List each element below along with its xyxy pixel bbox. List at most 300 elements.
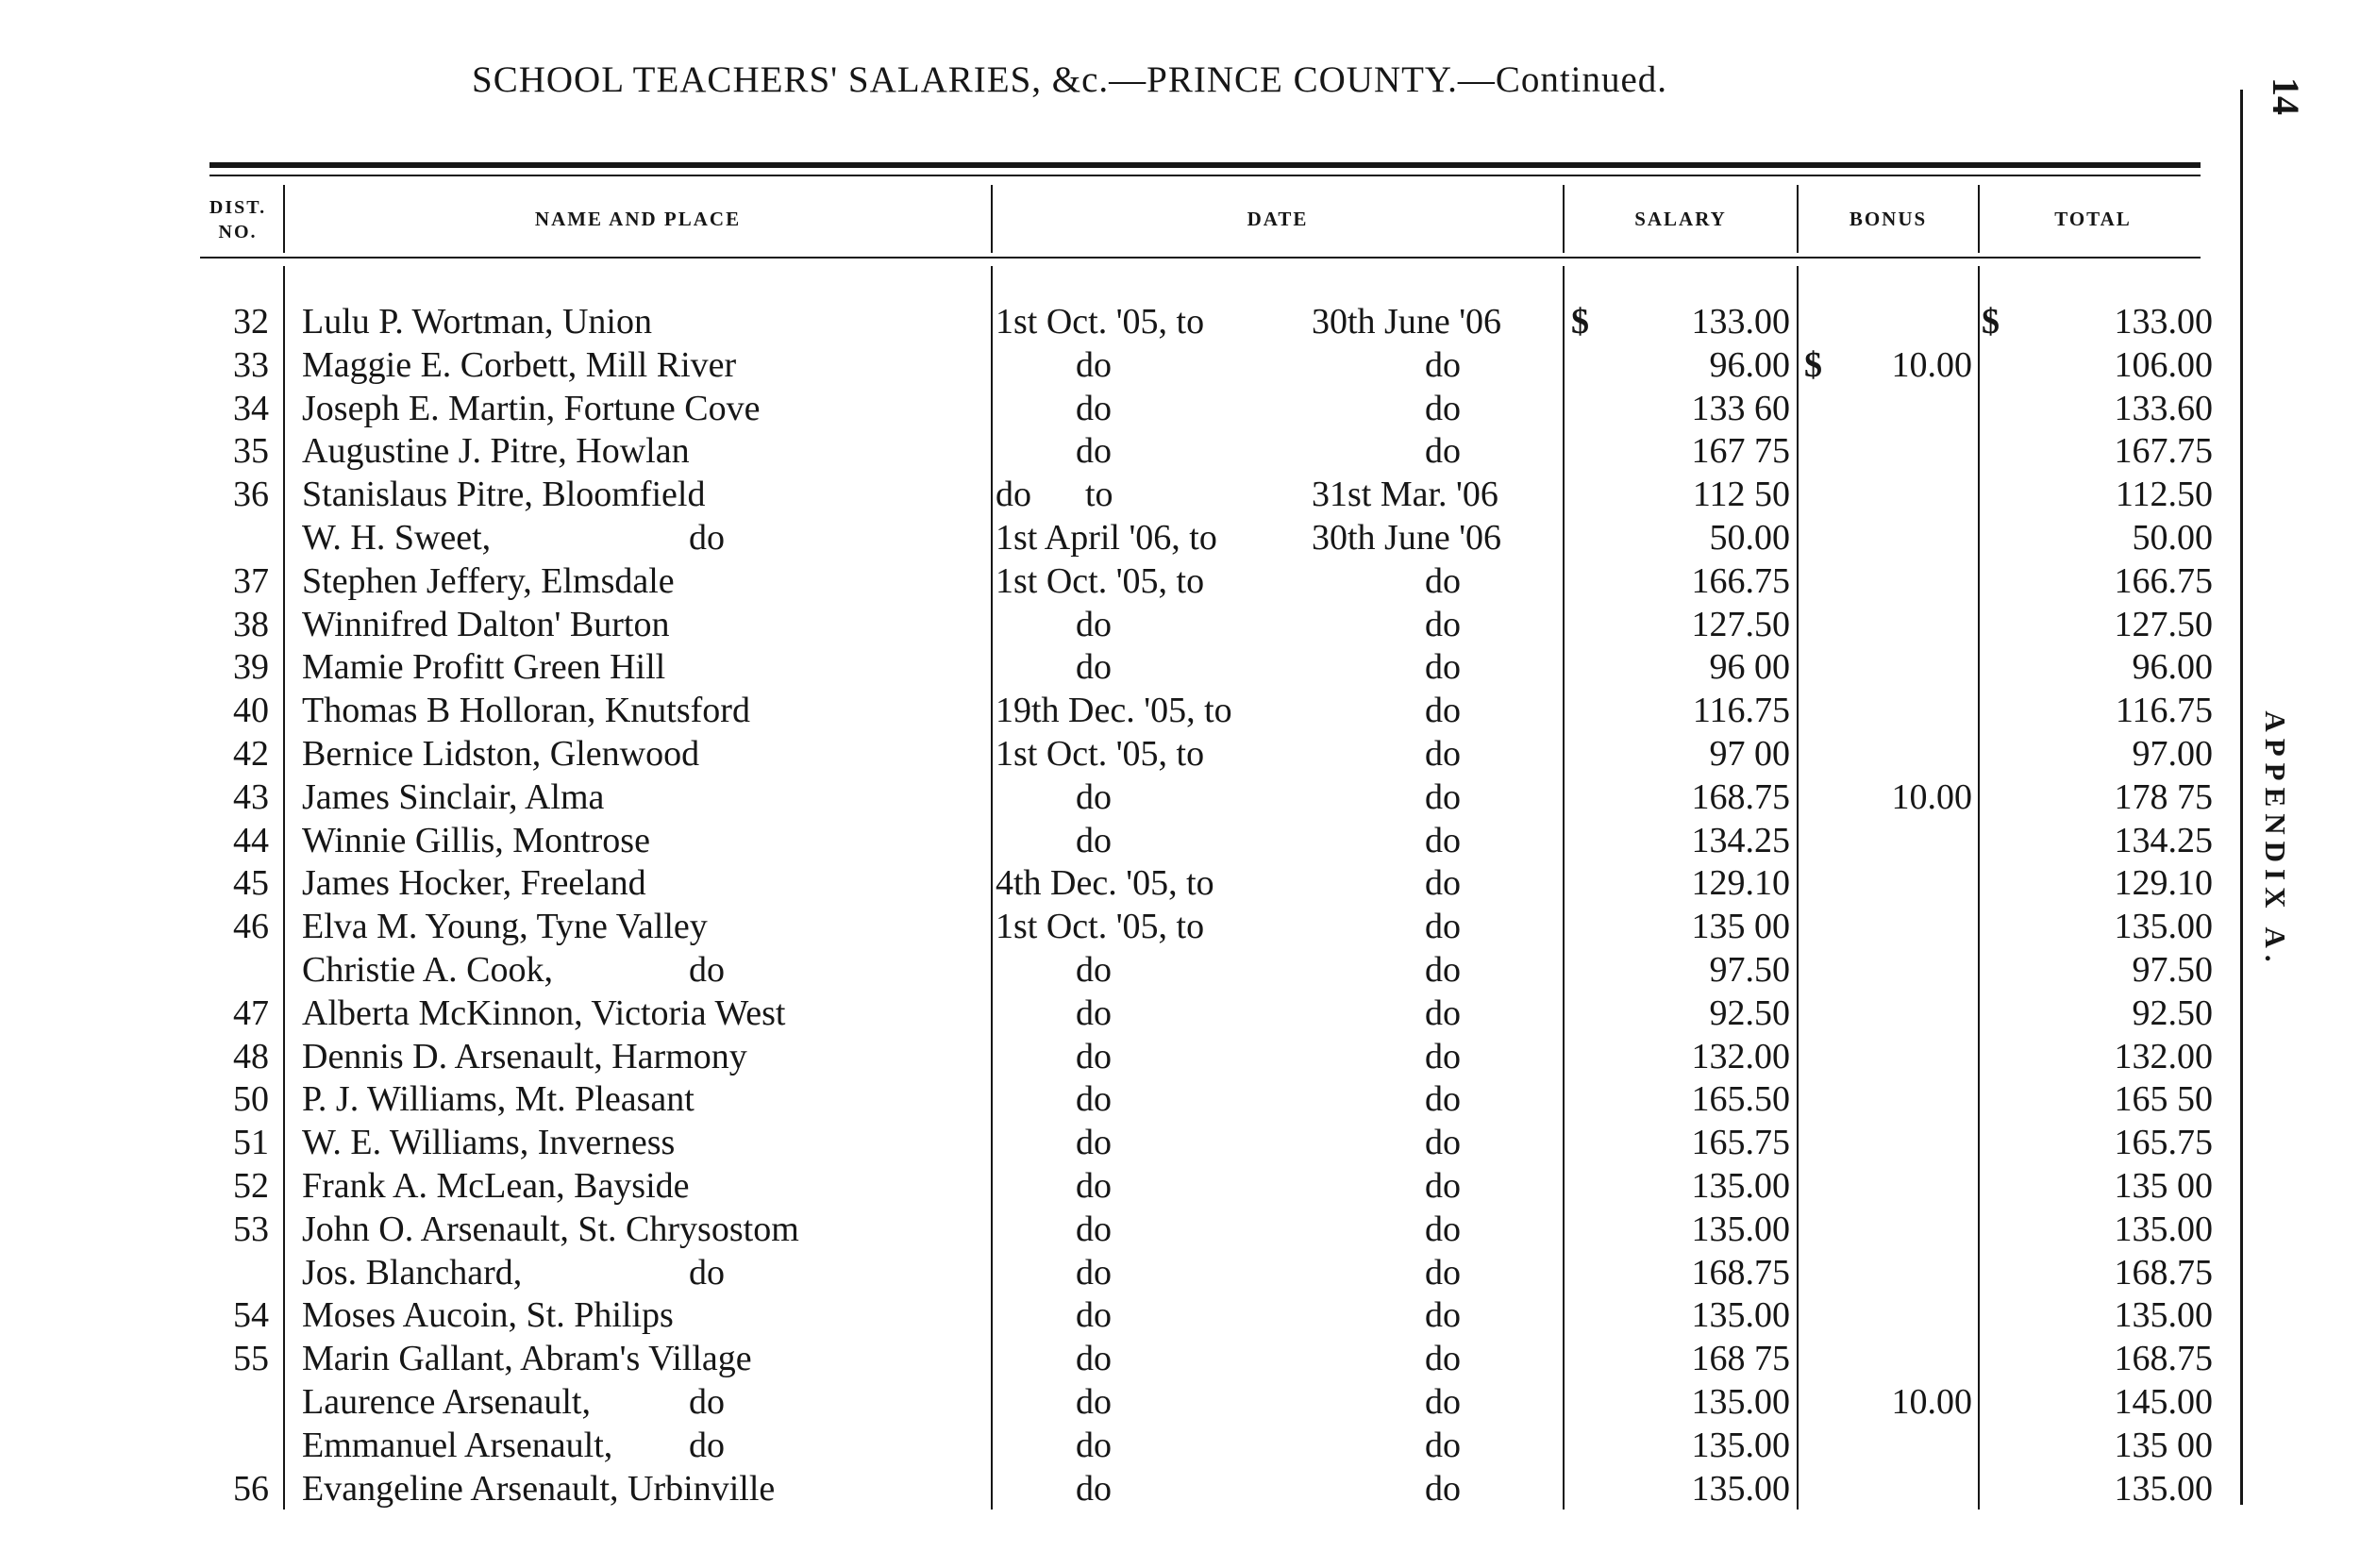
- salary-value: 135.00: [1691, 1209, 1790, 1249]
- total-value: 178 75: [2114, 776, 2213, 817]
- district-number: 52: [233, 1166, 269, 1206]
- teacher-name: Thomas B Holloran, Knutsford: [302, 691, 750, 731]
- table-row: [0, 1424, 2246, 1467]
- column-header-dist: [200, 195, 276, 244]
- top-rule-thick: [209, 162, 2201, 168]
- salary: [1571, 516, 1790, 559]
- salary-value: 50.00: [1709, 518, 1790, 558]
- total: [1982, 300, 2213, 343]
- date-from: do: [1076, 1252, 1112, 1293]
- place-ditto: do: [689, 1425, 725, 1465]
- header-divider: [283, 185, 285, 253]
- salary: [1571, 861, 1790, 905]
- teacher-name: Marin Gallant, Abram's Village: [302, 1339, 752, 1379]
- district-number: 42: [233, 734, 269, 774]
- teacher-name: Augustine J. Pitre, Howlan: [302, 431, 690, 472]
- salary-value: 112 50: [1692, 475, 1790, 515]
- column-header-dist-line2: NO.: [218, 222, 258, 242]
- date-from: do: [1076, 820, 1112, 860]
- total-value: 135.00: [2114, 1295, 2213, 1336]
- total-value: 135 00: [2114, 1425, 2213, 1465]
- total: [1982, 992, 2213, 1035]
- salary: [1571, 1293, 1790, 1337]
- salary: [1571, 300, 1790, 343]
- total-value: 116.75: [2115, 691, 2213, 731]
- total: [1982, 429, 2213, 473]
- teacher-name: Laurence Arsenault,: [302, 1382, 591, 1422]
- total-value: 97.50: [2132, 950, 2213, 990]
- total-value: 132.00: [2114, 1036, 2213, 1076]
- teacher-name-place: [302, 861, 981, 905]
- salary: [1571, 732, 1790, 776]
- dollar-sign: $: [1982, 302, 2000, 342]
- date-to: do: [1425, 344, 1461, 385]
- teacher-name: Stephen Jeffery, Elmsdale: [302, 560, 675, 601]
- district-number: 45: [233, 863, 269, 904]
- district-number: 40: [233, 691, 269, 731]
- teacher-name-place: [302, 905, 981, 948]
- column-header-salary: SALARY: [1634, 208, 1727, 230]
- teacher-name-place: [302, 1467, 981, 1510]
- date-from: do: [1076, 950, 1112, 990]
- total: [1982, 732, 2213, 776]
- date-to: do: [1425, 431, 1461, 472]
- table-row: [0, 559, 2246, 603]
- total: [1982, 645, 2213, 689]
- total: [1982, 1467, 2213, 1510]
- table-row: [0, 473, 2246, 516]
- salary-value: 97.50: [1709, 950, 1790, 990]
- total-value: 92.50: [2132, 993, 2213, 1033]
- table-row: [0, 300, 2246, 343]
- total: [1982, 689, 2213, 732]
- total-value: 135.00: [2114, 907, 2213, 947]
- date-to: do: [1425, 1209, 1461, 1249]
- salary: [1571, 1208, 1790, 1251]
- salary: [1571, 343, 1790, 387]
- table-row: [0, 948, 2246, 992]
- district-number: 54: [233, 1295, 269, 1336]
- table-row: [0, 1293, 2246, 1337]
- district-number: 43: [233, 776, 269, 817]
- teacher-name-place: [302, 732, 981, 776]
- teacher-name-place: [302, 559, 981, 603]
- teacher-name: John O. Arsenault, St. Chrysostom: [302, 1209, 799, 1249]
- total: [1982, 861, 2213, 905]
- total-value: 129.10: [2114, 863, 2213, 904]
- total-value: 166.75: [2114, 560, 2213, 601]
- date-to: 31st Mar. '06: [1312, 475, 1498, 515]
- district-number: 38: [233, 604, 269, 644]
- salary-value: 129.10: [1691, 863, 1790, 904]
- district-number: 44: [233, 820, 269, 860]
- teacher-name-place: [302, 1164, 981, 1208]
- salary: [1571, 1337, 1790, 1380]
- district-number: 33: [233, 344, 269, 385]
- salary-value: 168.75: [1691, 1252, 1790, 1293]
- date-to: do: [1425, 734, 1461, 774]
- teacher-name-place: [302, 1337, 981, 1380]
- teacher-name: Elva M. Young, Tyne Valley: [302, 907, 708, 947]
- teacher-name-place: [302, 1035, 981, 1078]
- total-value: 165.75: [2114, 1123, 2213, 1163]
- column-header-name: NAME AND PLACE: [534, 208, 742, 230]
- teacher-name: Emmanuel Arsenault,: [302, 1425, 613, 1465]
- salary: [1571, 1121, 1790, 1164]
- salary-value: 135.00: [1691, 1382, 1790, 1422]
- total-value: 127.50: [2114, 604, 2213, 644]
- date-from: 1st Oct. '05, to: [996, 560, 1205, 601]
- teacher-name-place: [302, 473, 981, 516]
- date-to: do: [1425, 907, 1461, 947]
- table-row: [0, 861, 2246, 905]
- teacher-name: Winnifred Dalton' Burton: [302, 604, 670, 644]
- date-to: do: [1425, 1079, 1461, 1120]
- header-divider: [1563, 185, 1565, 253]
- table-row: [0, 992, 2246, 1035]
- table-row: [0, 689, 2246, 732]
- page-number: 14: [2265, 77, 2307, 115]
- salary-value: 168.75: [1691, 776, 1790, 817]
- total: [1982, 1121, 2213, 1164]
- teacher-name: W. E. Williams, Inverness: [302, 1123, 676, 1163]
- district-number: 47: [233, 993, 269, 1033]
- salary: [1571, 1164, 1790, 1208]
- salary: [1571, 473, 1790, 516]
- date-to: do: [1425, 863, 1461, 904]
- district-number: 53: [233, 1209, 269, 1249]
- salary: [1571, 776, 1790, 819]
- salary-value: 97 00: [1709, 734, 1790, 774]
- table-row: [0, 732, 2246, 776]
- column-header-bonus: BONUS: [1849, 208, 1928, 230]
- salary-value: 165.75: [1691, 1123, 1790, 1163]
- date-to: do: [1425, 1295, 1461, 1336]
- salary-value: 168 75: [1691, 1339, 1790, 1379]
- teacher-name-place: [302, 387, 981, 430]
- teacher-name-place: [302, 776, 981, 819]
- header-divider: [991, 185, 993, 253]
- teacher-name-place: [302, 1424, 981, 1467]
- table-row: [0, 516, 2246, 559]
- total: [1982, 603, 2213, 646]
- district-number: 56: [233, 1468, 269, 1509]
- table-row: [0, 343, 2246, 387]
- teacher-name-place: [302, 645, 981, 689]
- table-row: [0, 776, 2246, 819]
- place-ditto: do: [689, 1382, 725, 1422]
- teacher-name: Maggie E. Corbett, Mill River: [302, 344, 737, 385]
- total: [1982, 387, 2213, 430]
- teacher-name-place: [302, 516, 981, 559]
- page-title: SCHOOL TEACHERS' SALARIES, &c.—PRINCE COUNTY.—Continued.: [472, 59, 1668, 100]
- teacher-name: Joseph E. Martin, Fortune Cove: [302, 388, 761, 428]
- teacher-name-place: [302, 429, 981, 473]
- column-header-total: TOTAL: [2054, 208, 2132, 230]
- date-from: do: [1076, 388, 1112, 428]
- district-number: 36: [233, 475, 269, 515]
- total-value: 134.25: [2114, 820, 2213, 860]
- salary: [1571, 1467, 1790, 1510]
- date-to: do: [1425, 1468, 1461, 1509]
- salary: [1571, 603, 1790, 646]
- teacher-name: W. H. Sweet,: [302, 518, 492, 558]
- total-value: 50.00: [2132, 518, 2213, 558]
- total: [1982, 473, 2213, 516]
- date-from: do to: [996, 475, 1113, 515]
- total: [1982, 776, 2213, 819]
- teacher-name-place: [302, 992, 981, 1035]
- district-number: 51: [233, 1123, 269, 1163]
- teacher-name-place: [302, 1293, 981, 1337]
- table-row: [0, 1380, 2246, 1424]
- district-number: 55: [233, 1339, 269, 1379]
- salary: [1571, 645, 1790, 689]
- district-number: 35: [233, 431, 269, 472]
- salary: [1571, 559, 1790, 603]
- bonus-value: 10.00: [1891, 776, 1972, 817]
- total-value: 165 50: [2114, 1079, 2213, 1120]
- date-from: do: [1076, 1166, 1112, 1206]
- date-to: do: [1425, 1252, 1461, 1293]
- table-row: [0, 387, 2246, 430]
- total: [1982, 1208, 2213, 1251]
- salary: [1571, 429, 1790, 473]
- date-to: 30th June '06: [1312, 518, 1502, 558]
- table-row: [0, 1337, 2246, 1380]
- teacher-name: Alberta McKinnon, Victoria West: [302, 993, 786, 1033]
- date-to: 30th June '06: [1312, 302, 1502, 342]
- column-header-date: DATE: [1247, 208, 1309, 230]
- teacher-name: Winnie Gillis, Montrose: [302, 820, 650, 860]
- salary-value: 116.75: [1692, 691, 1790, 731]
- place-ditto: do: [689, 950, 725, 990]
- bonus: [1804, 343, 1972, 387]
- salary: [1571, 387, 1790, 430]
- table-row: [0, 1121, 2246, 1164]
- bonus: [1804, 1380, 1972, 1424]
- teacher-name: Mamie Profitt Green Hill: [302, 647, 666, 688]
- teacher-name-place: [302, 1121, 981, 1164]
- total: [1982, 1424, 2213, 1467]
- salary-value: 134.25: [1691, 820, 1790, 860]
- total-value: 168.75: [2114, 1339, 2213, 1379]
- table-row: [0, 1251, 2246, 1294]
- teacher-name: Evangeline Arsenault, Urbinville: [302, 1468, 776, 1509]
- date-to: do: [1425, 820, 1461, 860]
- teacher-name-place: [302, 948, 981, 992]
- date-from: do: [1076, 1036, 1112, 1076]
- salary-value: 96 00: [1709, 647, 1790, 688]
- total: [1982, 1380, 2213, 1424]
- bonus-value: 10.00: [1891, 1382, 1972, 1422]
- table-row: [0, 1035, 2246, 1078]
- date-from: do: [1076, 1123, 1112, 1163]
- total: [1982, 1293, 2213, 1337]
- date-to: do: [1425, 993, 1461, 1033]
- salary-value: 167 75: [1691, 431, 1790, 472]
- salary-value: 165.50: [1691, 1079, 1790, 1120]
- header-bottom-rule: [200, 257, 2201, 259]
- header-divider: [1978, 185, 1980, 253]
- total-value: 135.00: [2114, 1209, 2213, 1249]
- total: [1982, 1164, 2213, 1208]
- total: [1982, 559, 2213, 603]
- salary: [1571, 819, 1790, 862]
- date-to: do: [1425, 1339, 1461, 1379]
- total: [1982, 948, 2213, 992]
- salary: [1571, 905, 1790, 948]
- teacher-name-place: [302, 300, 981, 343]
- date-from: 1st Oct. '05, to: [996, 734, 1205, 774]
- teacher-name: Christie A. Cook,: [302, 950, 554, 990]
- table-row: [0, 645, 2246, 689]
- salary: [1571, 1380, 1790, 1424]
- bonus-value: 10.00: [1891, 344, 1972, 385]
- total: [1982, 1077, 2213, 1121]
- total-value: 96.00: [2132, 647, 2213, 688]
- salary-value: 133 60: [1691, 388, 1790, 428]
- total: [1982, 1251, 2213, 1294]
- appendix-label: APPENDIX A.: [2259, 710, 2292, 969]
- salary: [1571, 689, 1790, 732]
- district-number: 50: [233, 1079, 269, 1120]
- salary-value: 135.00: [1691, 1468, 1790, 1509]
- place-ditto: do: [689, 1252, 725, 1293]
- teacher-name-place: [302, 343, 981, 387]
- date-from: do: [1076, 1382, 1112, 1422]
- total-value: 97.00: [2132, 734, 2213, 774]
- date-to: do: [1425, 1382, 1461, 1422]
- date-to: do: [1425, 1036, 1461, 1076]
- total: [1982, 1337, 2213, 1380]
- teacher-name: Stanislaus Pitre, Bloomfield: [302, 475, 706, 515]
- total-value: 112.50: [2115, 475, 2213, 515]
- date-to: do: [1425, 1425, 1461, 1465]
- district-number: 34: [233, 388, 269, 428]
- date-from: do: [1076, 431, 1112, 472]
- teacher-name-place: [302, 1208, 981, 1251]
- district-number: 46: [233, 907, 269, 947]
- date-to: do: [1425, 560, 1461, 601]
- salary-value: 135.00: [1691, 1295, 1790, 1336]
- date-from: do: [1076, 776, 1112, 817]
- date-to: do: [1425, 388, 1461, 428]
- district-number: 39: [233, 647, 269, 688]
- district-number: 32: [233, 302, 269, 342]
- date-to: do: [1425, 1123, 1461, 1163]
- date-to: do: [1425, 1166, 1461, 1206]
- salary-value: 96.00: [1709, 344, 1790, 385]
- teacher-name-place: [302, 819, 981, 862]
- date-to: do: [1425, 647, 1461, 688]
- date-from: 1st Oct. '05, to: [996, 302, 1205, 342]
- total-value: 135 00: [2114, 1166, 2213, 1206]
- teacher-name: Moses Aucoin, St. Philips: [302, 1295, 674, 1336]
- teacher-name-place: [302, 689, 981, 732]
- date-from: do: [1076, 1468, 1112, 1509]
- salary: [1571, 1077, 1790, 1121]
- salary-value: 166.75: [1691, 560, 1790, 601]
- date-to: do: [1425, 776, 1461, 817]
- teacher-name: Jos. Blanchard,: [302, 1252, 523, 1293]
- teacher-name-place: [302, 1251, 981, 1294]
- table-row: [0, 819, 2246, 862]
- date-from: do: [1076, 1209, 1112, 1249]
- total: [1982, 343, 2213, 387]
- date-to: do: [1425, 950, 1461, 990]
- top-rule-thin: [209, 175, 2201, 176]
- table-row: [0, 1164, 2246, 1208]
- date-from: do: [1076, 1425, 1112, 1465]
- table-row: [0, 905, 2246, 948]
- table-row: [0, 429, 2246, 473]
- total-value: 168.75: [2114, 1252, 2213, 1293]
- date-from: do: [1076, 1079, 1112, 1120]
- date-from: 19th Dec. '05, to: [996, 691, 1232, 731]
- total-value: 167.75: [2114, 431, 2213, 472]
- table-row: [0, 603, 2246, 646]
- total: [1982, 516, 2213, 559]
- salary-value: 127.50: [1691, 604, 1790, 644]
- teacher-name: James Hocker, Freeland: [302, 863, 646, 904]
- bonus: [1804, 776, 1972, 819]
- table-row: [0, 1208, 2246, 1251]
- total-value: 145.00: [2114, 1382, 2213, 1422]
- teacher-name: Dennis D. Arsenault, Harmony: [302, 1036, 747, 1076]
- dollar-sign: $: [1804, 344, 1822, 385]
- date-from: do: [1076, 647, 1112, 688]
- dollar-sign: $: [1571, 302, 1589, 342]
- salary-value: 135.00: [1691, 1166, 1790, 1206]
- salary-value: 92.50: [1709, 993, 1790, 1033]
- salary: [1571, 992, 1790, 1035]
- date-from: do: [1076, 604, 1112, 644]
- teacher-name: Frank A. McLean, Bayside: [302, 1166, 690, 1206]
- date-from: 4th Dec. '05, to: [996, 863, 1214, 904]
- salary-value: 132.00: [1691, 1036, 1790, 1076]
- place-ditto: do: [689, 518, 725, 558]
- teacher-name: Lulu P. Wortman, Union: [302, 302, 652, 342]
- date-to: do: [1425, 691, 1461, 731]
- salary: [1571, 1424, 1790, 1467]
- total-value: 106.00: [2114, 344, 2213, 385]
- column-header-dist-line1: DIST.: [209, 197, 267, 218]
- table-row: [0, 1467, 2246, 1510]
- total-value: 135.00: [2114, 1468, 2213, 1509]
- district-number: 48: [233, 1036, 269, 1076]
- total-value: 133.00: [2114, 302, 2213, 342]
- date-from: 1st April '06, to: [996, 518, 1217, 558]
- district-number: 37: [233, 560, 269, 601]
- teacher-name: James Sinclair, Alma: [302, 776, 605, 817]
- salary-value: 135.00: [1691, 1425, 1790, 1465]
- teacher-name: P. J. Williams, Mt. Pleasant: [302, 1079, 695, 1120]
- date-from: do: [1076, 993, 1112, 1033]
- teacher-name-place: [302, 1077, 981, 1121]
- total: [1982, 905, 2213, 948]
- salary: [1571, 948, 1790, 992]
- teacher-name-place: [302, 603, 981, 646]
- teacher-name-place: [302, 1380, 981, 1424]
- salary-value: 133.00: [1691, 302, 1790, 342]
- header-divider: [1797, 185, 1799, 253]
- salary: [1571, 1251, 1790, 1294]
- table-row: [0, 1077, 2246, 1121]
- date-from: do: [1076, 1339, 1112, 1379]
- total-value: 133.60: [2114, 388, 2213, 428]
- salary-value: 135 00: [1691, 907, 1790, 947]
